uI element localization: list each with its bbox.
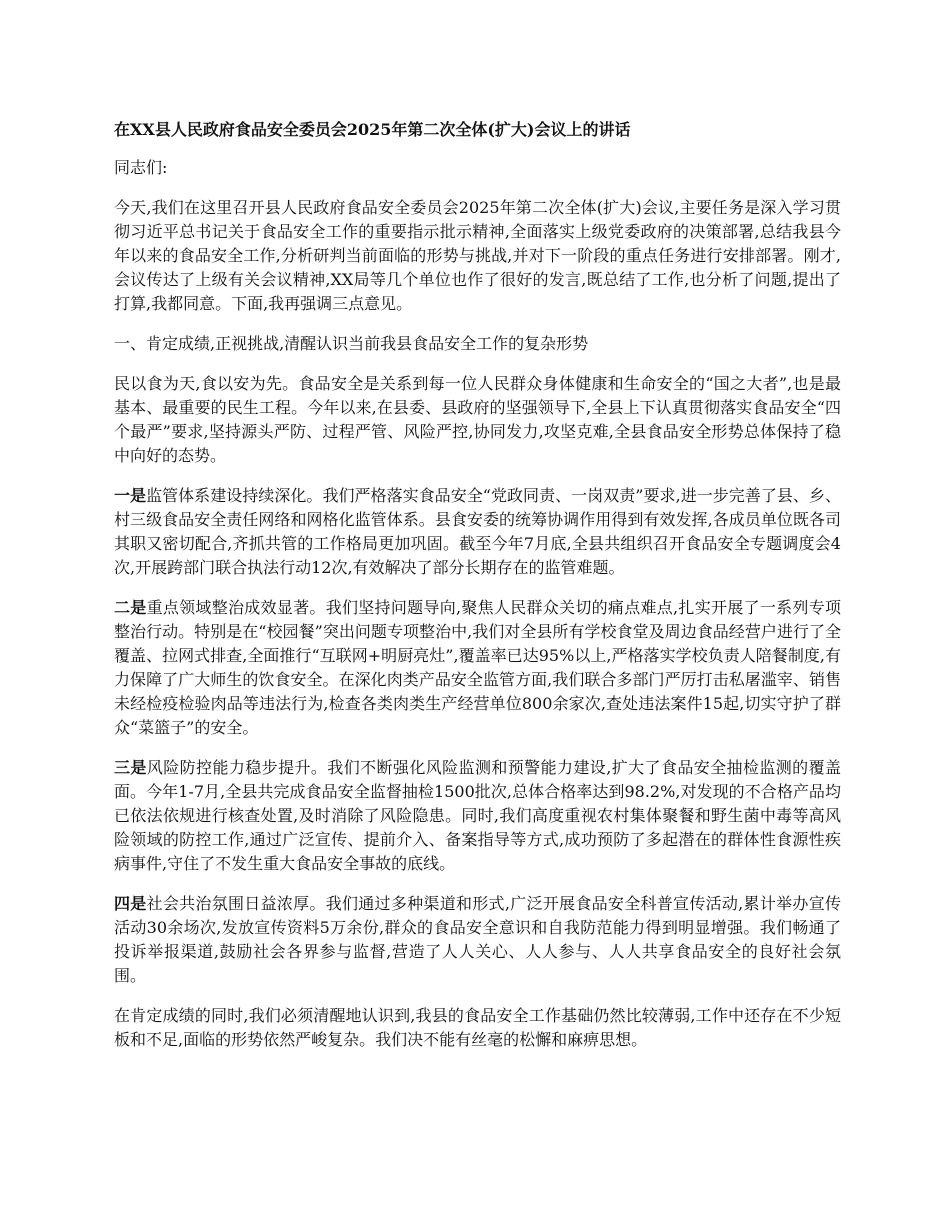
point-4-paragraph — [114, 892, 841, 988]
point-3-text: 风险防控能力稳步提升。我们不断强化风险监测和预警能力建设,扩大了食品安全抽检监测的覆盖面。今年1-7月,全县共完成食品安全监督抽检1500批次,总体合格率达到98.2%,对发现的不合格产品均已依法依规进行核查处置,及时消除了风险隐患。同时,我们高度重视农村集体聚餐和野生菌中毒等高风险领域的防控工作,通过广泛宣传、提前介入、备案指导等方式,成功预防了多起潜在的群体性食源性疾病事件,守住了不发生重大食品安全事故的底线。 — [114, 758, 841, 873]
section-1-paragraph: 民以食为天,食以安为先。食品安全是关系到每一位人民群众身体健康和生命安全的“国之大者”,也是最基本、最重要的民生工程。今年以来,在县委、县政府的坚强领导下,全县上下认真贯彻落实食品安全“四个最严”要求,坚持源头严防、过程严管、风险严控,协同发力,攻坚克难,全县食品安全形势总体保持了稳中向好的态势。 — [114, 374, 841, 465]
point-1-lead: 一是 — [114, 486, 147, 505]
closing-paragraph: 在肯定成绩的同时,我们必须清醒地认识到,我县的食品安全工作基础仍然比较薄弱,工作中还存在不少短板和不足,面临的形势依然严峻复杂。我们决不能有丝毫的松懈和麻痹思想。 — [114, 1006, 841, 1049]
section-1-heading: 一、肯定成绩,正视挑战,清醒认识当前我县食品安全工作的复杂形势 — [114, 334, 589, 353]
point-1-text: 监管体系建设持续深化。我们严格落实食品安全“党政同责、一岗双责”要求,进一步完善了县、乡、村三级食品安全责任网络和网格化监管体系。县食安委的统筹协调作用得到有效发挥,各成员单位既各司其职又密切配合,齐抓共管的工作格局更加巩固。截至今年7月底,全县共组织召开食品安全专题调度会4次,开展跨部门联合执法行动12次,有效解决了部分长期存在的监管难题。 — [114, 486, 841, 577]
point-2-text: 重点领域整治成效显著。我们坚持问题导向,聚焦人民群众关切的痛点难点,扎实开展了一系列专项整治行动。特别是在“校园餐”突出问题专项整治中,我们对全县所有学校食堂及周边食品经营户进行了全覆盖、拉网式排查,全面推行“互联网+明厨亮灶”,覆盖率已达95%以上,严格落实学校负责人陪餐制度,有力保障了广大师生的饮食安全。在深化肉类产品安全监管方面,我们联合多部门严厉打击私屠滥宰、销售未经检疫检验肉品等违法行为,检查各类肉类生产经营单位800余家次,查处违法案件15起,切实守护了群众“菜篮子”的安全。 — [114, 598, 841, 737]
document-page — [114, 118, 841, 1068]
document-title: 在XX县人民政府食品安全委员会2025年第二次全体(扩大)会议上的讲话 — [114, 120, 631, 139]
point-3-lead: 三是 — [114, 758, 147, 777]
point-1-paragraph — [114, 484, 841, 580]
point-3-paragraph — [114, 756, 841, 876]
point-2-lead: 二是 — [114, 598, 147, 617]
point-4-text: 社会共治氛围日益浓厚。我们通过多种渠道和形式,广泛开展食品安全科普宣传活动,累计举办宣传活动30余场次,发放宣传资料5万余份,群众的食品安全意识和自我防范能力得到明显增强。我们畅通了投诉举报渠道,鼓励社会各界参与监督,营造了人人关心、人人参与、人人共享食品安全的良好社会氛围。 — [114, 894, 841, 985]
point-4-lead: 四是 — [114, 894, 147, 913]
intro-paragraph: 今天,我们在这里召开县人民政府食品安全委员会2025年第二次全体(扩大)会议,主要任务是深入学习贯彻习近平总书记关于食品安全工作的重要指示批示精神,全面落实上级党委政府的决策部署,总结我县今年以来的食品安全工作,分析研判当前面临的形势与挑战,并对下一阶段的重点任务进行安排部署。刚才,会议传达了上级有关会议精神,XX局等几个单位也作了很好的发言,既总结了工作,也分析了问题,提出了打算,我都同意。下面,我再强调三点意见。 — [114, 198, 841, 313]
greeting: 同志们: — [114, 158, 168, 177]
point-2-paragraph — [114, 596, 841, 740]
